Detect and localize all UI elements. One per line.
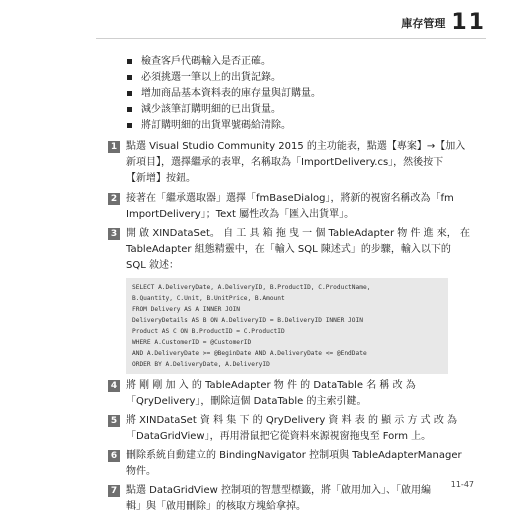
square-bullet-icon xyxy=(127,75,132,80)
step-number-badge: 5 xyxy=(108,415,120,427)
chapter-title: 庫存管理 xyxy=(401,17,446,30)
step-text-line: 輯」與「啟用刪除」的核取方塊給拿掉。 xyxy=(126,501,306,512)
bullet-item xyxy=(127,102,457,118)
step-text-line: ImportDelivery」；Text 屬性改為「匯入出貨單」。 xyxy=(126,209,355,220)
sql-code-block xyxy=(126,278,448,374)
step-text-line: 物件。 xyxy=(126,466,156,477)
code-line: DeliveryDetails AS B ON A.DeliveryID = B.DeliveryID INNER JOIN xyxy=(132,317,363,324)
step-text-line: 刪除系統自動建立的 BindingNavigator 控制項與 TableAdapterManager xyxy=(126,450,462,461)
code-line: AND A.DeliveryDate >= @BeginDate AND A.DeliveryDate <= @EndDate xyxy=(132,350,367,357)
step-4 xyxy=(108,378,448,410)
square-bullet-icon xyxy=(127,123,132,128)
step-5 xyxy=(108,413,458,445)
bullet-item xyxy=(127,86,457,102)
step-text-line: 點選 DataGridView 控制項的智慧型標籤，將「啟用加入」、「啟用編 xyxy=(126,485,431,496)
step-number-badge: 2 xyxy=(108,193,120,205)
code-line: WHERE A.CustomerID = @CustomerID xyxy=(132,339,252,346)
step-text-line: 「QryDelivery」，刪除這個 DataTable 的主索引鍵。 xyxy=(126,396,367,407)
page-header xyxy=(401,12,486,34)
step-text-line: 將 剛 剛 加 入 的 TableAdapter 物 件 的 DataTable 名 稱 改 為 xyxy=(126,380,416,391)
chapter-number: 11 xyxy=(451,10,486,35)
code-line: ORDER BY A.DeliveryDate, A.DeliveryID xyxy=(132,361,270,368)
step-1 xyxy=(108,139,466,187)
code-line: SELECT A.DeliveryDate, A.DeliveryID, B.ProductID, C.ProductName, xyxy=(132,284,371,291)
bullet-text: 檢查客戶代碼輸入是否正確。 xyxy=(141,56,271,67)
step-number-badge: 7 xyxy=(108,485,120,497)
step-text-line: 點選 Visual Studio Community 2015 的主功能表，點選【專案】→【加入 xyxy=(126,141,466,152)
step-text-line: 【新增】按鈕。 xyxy=(126,173,196,184)
page-number: 11-47 xyxy=(450,480,474,489)
step-2 xyxy=(108,191,454,223)
bullet-item xyxy=(127,54,457,70)
code-line: FROM Delivery AS A INNER JOIN xyxy=(132,306,241,313)
step-text-line: 開 啟 XINDataSet。 自 工 具 箱 拖 曳 一 個 TableAdapter 物 件 進 來， 在 xyxy=(126,228,470,239)
step-text-line: TableAdapter 組態精靈中，在「輸入 SQL 陳述式」的步驟，輸入以下的 xyxy=(126,244,451,255)
step-6 xyxy=(108,448,462,480)
header-rule xyxy=(96,38,486,39)
square-bullet-icon xyxy=(127,91,132,96)
bullet-text: 減少該筆訂購明細的已出貨量。 xyxy=(141,104,281,115)
step-text-line: 「DataGridView」，再用滑鼠把它從資料來源視窗拖曳至 Form 上。 xyxy=(126,431,432,442)
step-text-line: 新項目】，選擇繼承的表單，名稱取為「ImportDelivery.cs」，然後按下 xyxy=(126,157,444,168)
step-number-badge: 1 xyxy=(108,141,120,153)
square-bullet-icon xyxy=(127,107,132,112)
step-text-line: SQL 敘述： xyxy=(126,260,179,271)
step-7 xyxy=(108,483,448,515)
step-number-badge: 4 xyxy=(108,380,120,392)
code-line: Product AS C ON B.ProductID = C.ProductID xyxy=(132,328,285,335)
bullet-list xyxy=(127,54,457,134)
step-text-line: 將 XINDataSet 資 料 集 下 的 QryDelivery 資 料 表 的 顯 示 方 式 改 為 xyxy=(126,415,458,426)
bullet-text: 必須挑選一筆以上的出貨記錄。 xyxy=(141,72,281,83)
step-text-line: 接著在「繼承選取器」選擇「fmBaseDialog」，將新的視窗名稱改為「fm xyxy=(126,193,454,204)
square-bullet-icon xyxy=(127,59,132,64)
bullet-item xyxy=(127,70,457,86)
step-3 xyxy=(108,226,470,274)
bullet-text: 將訂購明細的出貨單號碼給清除。 xyxy=(141,120,291,131)
bullet-text: 增加商品基本資料表的庫存量與訂購量。 xyxy=(141,88,321,99)
bullet-item xyxy=(127,118,457,134)
code-line: B.Quantity, C.Unit, B.UnitPrice, B.Amount xyxy=(132,295,285,302)
step-number-badge: 3 xyxy=(108,228,120,240)
step-number-badge: 6 xyxy=(108,450,120,462)
